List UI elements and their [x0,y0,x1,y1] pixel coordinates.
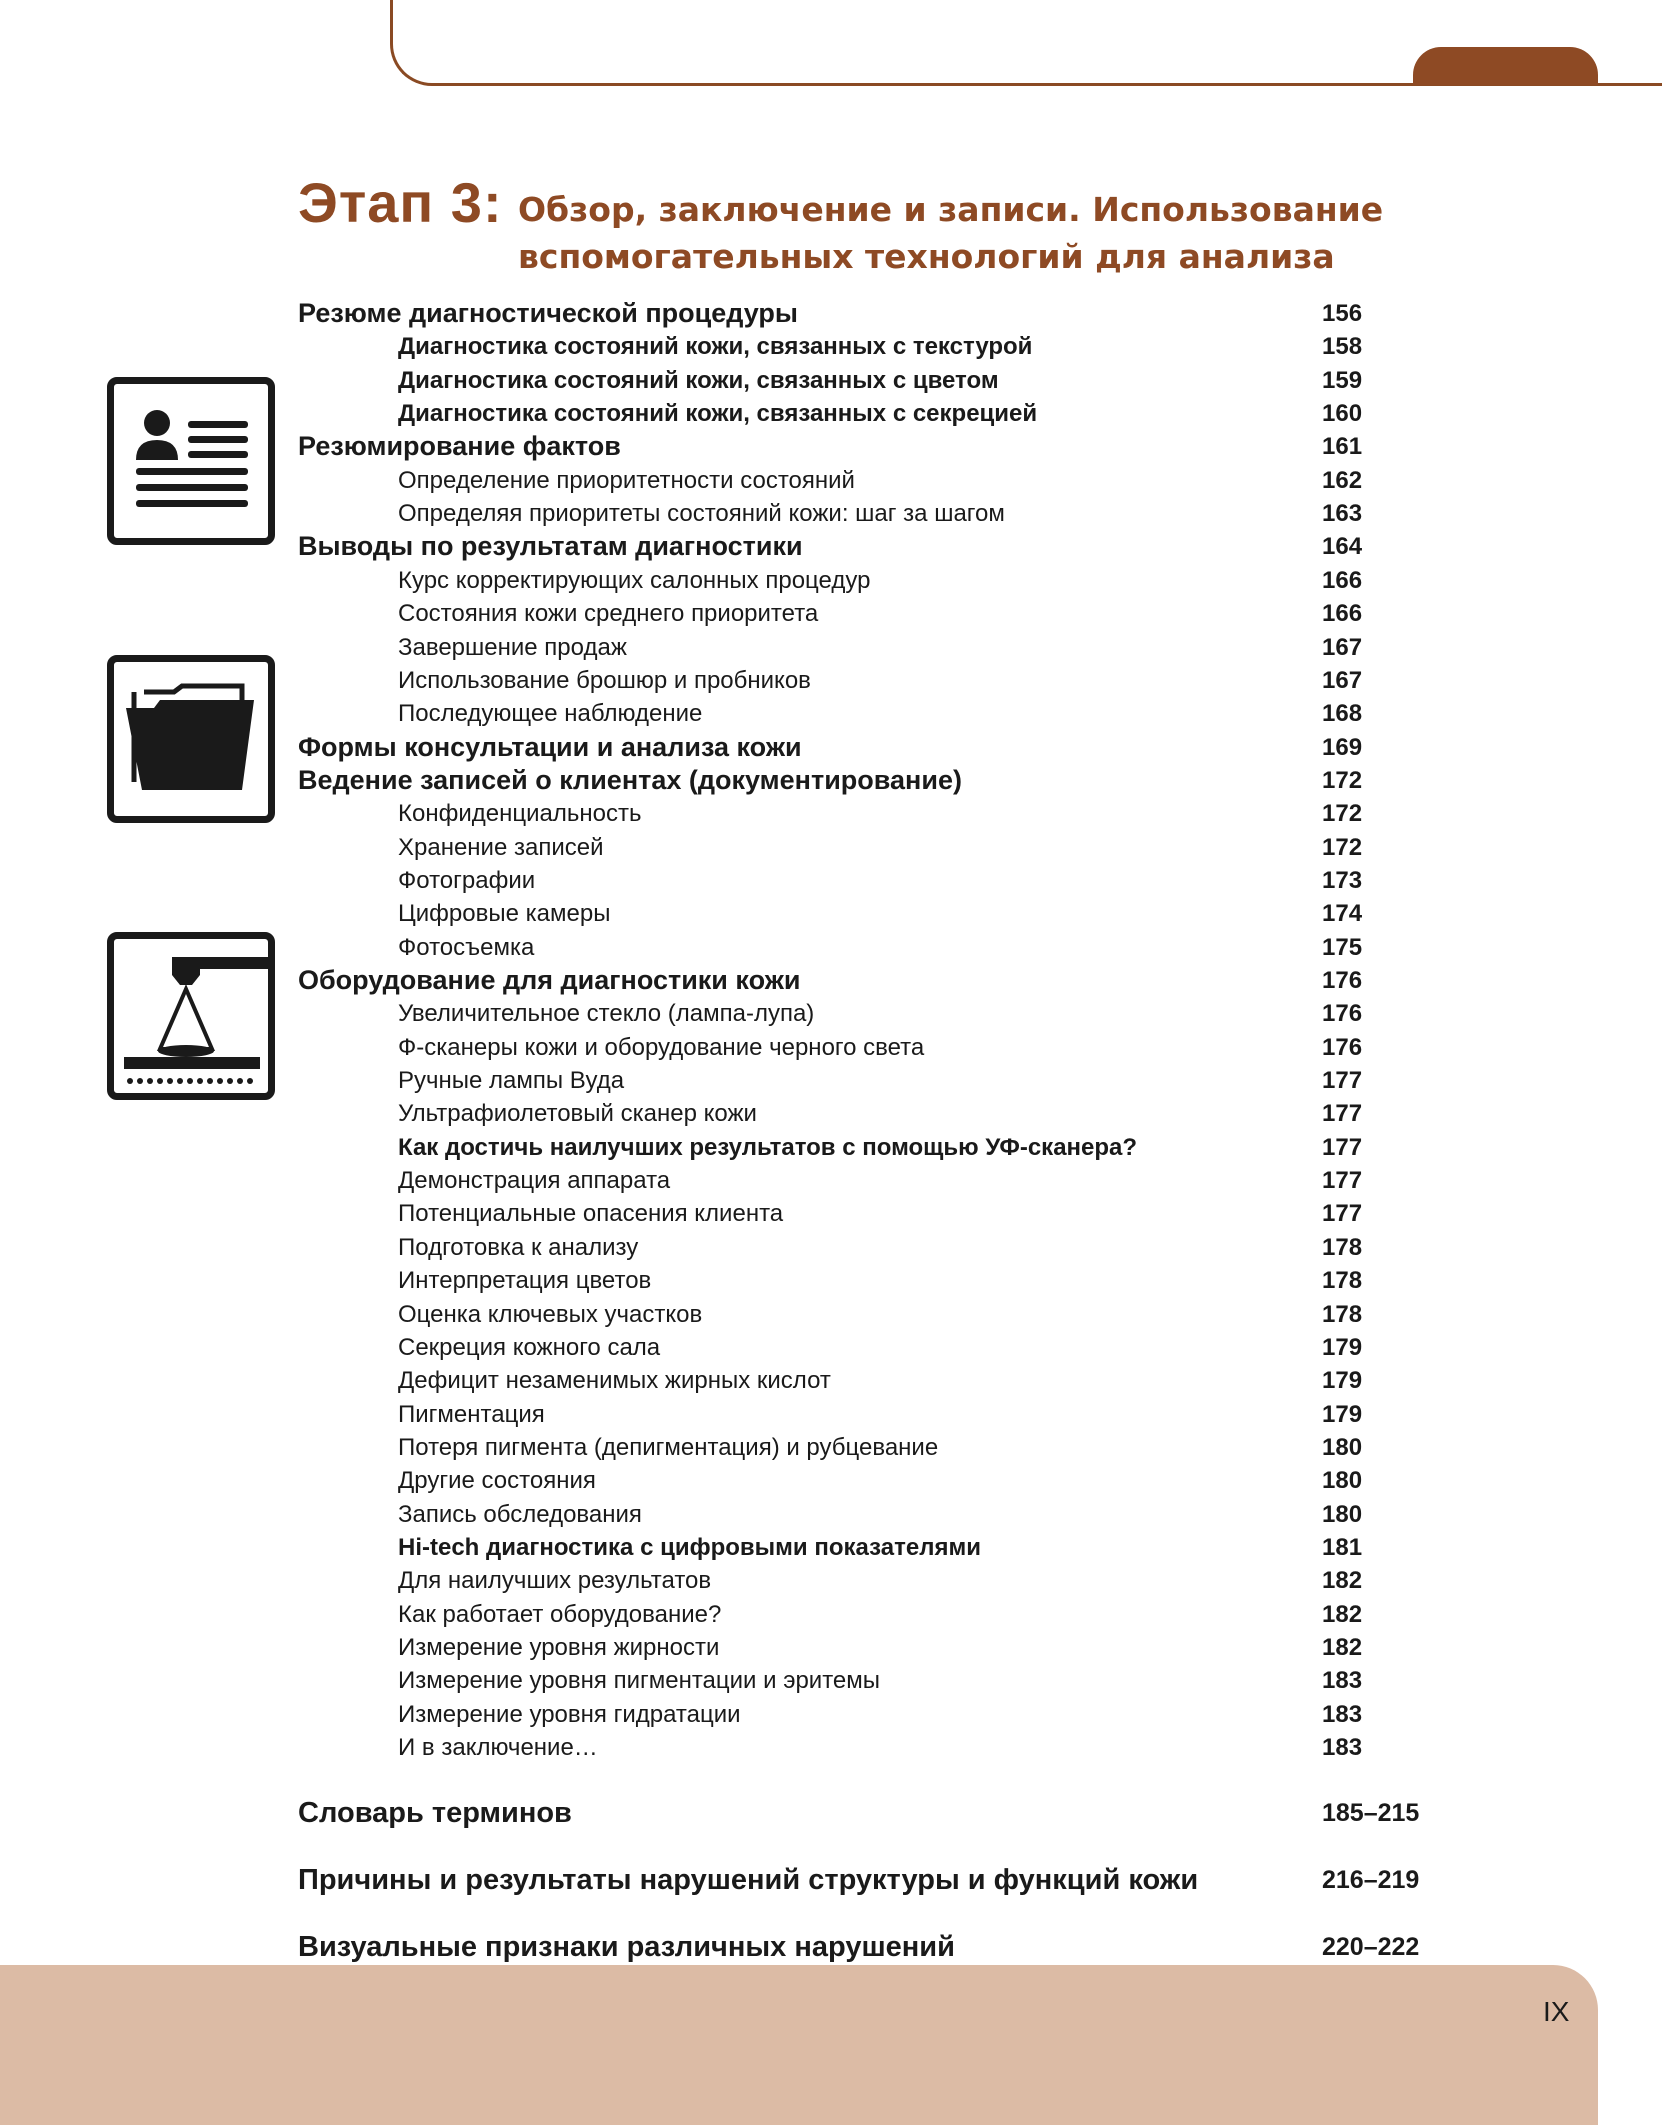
toc-entry-page: 156 [1322,300,1363,327]
toc-entry-page: 177 [1322,1067,1363,1095]
toc-entry-title: Формы консультации и анализа кожи [298,731,802,762]
toc-entry[interactable] [0,297,1662,330]
toc-entry[interactable] [0,864,1662,897]
toc-entry[interactable] [0,1598,1662,1631]
toc-entry-page: 166 [1322,566,1363,594]
toc-entry[interactable] [0,1031,1662,1064]
toc-entry[interactable] [0,1698,1662,1731]
toc-entry-page: 177 [1322,1133,1363,1161]
toc-entry-page: 159 [1322,366,1363,394]
toc-entry[interactable] [0,731,1662,764]
toc-entry[interactable] [0,764,1662,797]
toc-entry-title: Как работает оборудование? [398,1600,722,1628]
toc-entry-page: 179 [1322,1400,1363,1428]
toc-entry-page: 164 [1322,533,1363,561]
toc-entry-title: Последующее наблюдение [398,700,703,728]
toc-entry-page: 183 [1322,1667,1363,1695]
toc-entry[interactable] [0,1364,1662,1397]
toc-entry-page: 173 [1322,866,1363,894]
toc-entry-page: 177 [1322,1100,1363,1128]
toc-entry-page: 169 [1322,733,1363,761]
toc-entry-title: Ручные лампы Вуда [398,1067,625,1095]
appendix-entry-title: Словарь терминов [298,1797,572,1829]
toc-entry-title: Измерение уровня жирности [398,1634,720,1661]
toc-entry[interactable] [0,697,1662,730]
toc-entry[interactable] [0,364,1662,397]
appendix-entry-page: 220–222 [1322,1933,1420,1961]
toc-entry[interactable] [0,1564,1662,1597]
toc-entry[interactable] [0,1097,1662,1130]
appendix-entry-title: Причины и результаты нарушений структуры и функций кожи [298,1864,1199,1896]
toc-entry-title: Определяя приоритеты состояний кожи: шаг за шагом [398,500,1005,528]
toc-entry-page: 177 [1322,1200,1363,1228]
toc-entry[interactable] [0,1197,1662,1230]
toc-entry-title: Дефицит незаменимых жирных кислот [398,1367,831,1395]
toc-entry-page: 160 [1322,400,1363,428]
toc-entry-page: 167 [1322,666,1363,694]
toc-entry-title: Потеря пигмента (депигментация) и рубцевание [398,1433,939,1461]
toc-entry-page: 172 [1322,766,1363,794]
toc-entry-title: Завершение продаж [398,633,627,661]
toc-entry-page: 163 [1322,500,1363,528]
toc-entry-page: 158 [1322,333,1363,361]
toc-entry[interactable] [0,964,1662,997]
toc-entry-title: Ультрафиолетовый сканер кожи [398,1100,757,1128]
toc-entry-page: 174 [1322,900,1363,928]
toc-entry-title: Потенциальные опасения клиента [398,1200,784,1228]
toc-entry-title: Для наилучших результатов [398,1567,712,1595]
toc-entry-title: Пигментация [398,1400,545,1428]
toc-entry[interactable] [0,1131,1662,1164]
toc-entry[interactable] [0,497,1662,530]
toc-entry-title: Резюмирование фактов [298,431,621,462]
toc-entry-page: 182 [1322,1634,1363,1661]
toc-entry-page: 175 [1322,933,1363,961]
toc-entry-title: Ф-сканеры кожи и оборудование черного света [398,1033,925,1061]
toc-entry-title: Конфиденциальность [398,800,642,828]
toc-entry-title: Увеличительное стекло (лампа-лупа) [398,1000,815,1028]
stage-subtitle-line1: Обзор, заключение и записи. Использование [518,190,1384,229]
toc-entry-page: 162 [1322,466,1363,494]
top-tab-decoration [1413,47,1598,85]
toc-entry-page: 182 [1322,1567,1363,1595]
toc-entry-title: Подготовка к анализу [398,1233,639,1261]
toc-entry[interactable] [0,397,1662,430]
toc-entry-title: Определение приоритетности состояний [398,466,855,494]
toc-entry[interactable] [0,1064,1662,1097]
toc-entry-title: Интерпретация цветов [398,1267,652,1295]
toc-entry[interactable] [0,1664,1662,1697]
toc-entry-title: Цифровые камеры [398,900,611,928]
toc-entry-title: Состояния кожи среднего приоритета [398,600,819,628]
toc-entry-title: Другие состояния [398,1467,596,1495]
appendix-entry[interactable] [0,1931,1662,1964]
toc-entry-page: 180 [1322,1467,1363,1495]
stage-heading [298,170,1384,276]
footer-band [0,1965,1598,2125]
toc-entry-title: Диагностика состояний кожи, связанных с цветом [398,366,999,394]
toc-entry-title: Диагностика состояний кожи, связанных с секрецией [398,400,1038,428]
toc-entry[interactable] [0,1498,1662,1531]
toc-entry-page: 180 [1322,1433,1363,1461]
toc-entry[interactable] [0,1431,1662,1464]
toc-entry[interactable] [0,897,1662,930]
toc-entry[interactable] [0,797,1662,830]
toc-entry-title: Выводы по результатам диагностики [298,531,803,562]
toc-entry-page: 183 [1322,1700,1363,1728]
toc-entry[interactable] [0,597,1662,630]
toc-entry-page: 172 [1322,833,1363,861]
toc-entry-page: 176 [1322,1000,1363,1028]
toc-entry[interactable] [0,430,1662,463]
toc-entry[interactable] [0,1531,1662,1564]
toc-entry[interactable] [0,664,1662,697]
toc-entry-page: 180 [1322,1500,1363,1528]
toc-entry-page: 168 [1322,700,1363,728]
toc-entry[interactable] [0,1731,1662,1764]
toc-entry[interactable] [0,1231,1662,1264]
toc-entry-page: 178 [1322,1267,1363,1295]
toc-entry-title: Измерение уровня пигментации и эритемы [398,1667,881,1695]
appendix-entry[interactable] [0,1797,1662,1830]
toc-entry[interactable] [0,564,1662,597]
toc-entry-title: Секреция кожного сала [398,1333,661,1361]
toc-entry-page: 177 [1322,1167,1363,1195]
toc-entry-page: 172 [1322,800,1363,828]
toc-entry-page: 166 [1322,600,1363,628]
toc-entry-page: 167 [1322,633,1363,661]
toc-entry[interactable] [0,1264,1662,1297]
appendix-entry-page: 216–219 [1322,1866,1420,1894]
toc-entry[interactable] [0,997,1662,1030]
toc-entry-title: Фотосъемка [398,933,535,961]
toc-entry-page: 178 [1322,1233,1363,1261]
toc-entry-title: Оборудование для диагностики кожи [298,965,801,995]
stage-subtitle [518,186,1518,280]
toc-entry-title: Хранение записей [398,833,604,861]
toc-entry[interactable] [0,1631,1662,1664]
toc-entry-title: Как достичь наилучших результатов с помощью УФ-сканера? [398,1133,1138,1161]
toc-entry[interactable] [0,1164,1662,1197]
toc-entry[interactable] [0,1331,1662,1364]
toc-entry-page: 176 [1322,967,1363,994]
toc-entry[interactable] [0,464,1662,497]
toc-entry-title: Демонстрация аппарата [398,1167,671,1195]
toc-entry[interactable] [0,831,1662,864]
toc-entry-title: Ведение записей о клиентах (документирование) [298,764,962,795]
toc-entry[interactable] [0,1298,1662,1331]
toc-entry[interactable] [0,931,1662,964]
toc-entry-page: 182 [1322,1600,1363,1628]
toc-entry-page: 179 [1322,1333,1363,1361]
toc-entry[interactable] [0,1398,1662,1431]
toc-entry-title: Диагностика состояний кожи, связанных с текстурой [398,333,1033,361]
toc-entry-page: 176 [1322,1033,1363,1061]
stage-subtitle-line2: вспомогательных технологий для анализа [518,237,1335,276]
toc-entry-title: Использование брошюр и пробников [398,666,811,694]
toc-entry-page: 183 [1322,1734,1363,1762]
appendix-entry-title: Визуальные признаки различных нарушений [298,1931,955,1963]
toc-entry[interactable] [0,1464,1662,1497]
toc-entry-page: 178 [1322,1300,1363,1328]
toc-entry-title: Курс корректирующих салонных процедур [398,566,871,594]
appendix-entry[interactable] [0,1864,1662,1897]
toc-entry[interactable] [0,530,1662,563]
page-number: IX [1543,1996,1570,2027]
toc-entry-title: Фотографии [398,866,536,894]
stage-label: Этап 3: [298,171,503,234]
toc-entry-page: 179 [1322,1367,1363,1395]
toc-entry-title: Резюме диагностической процедуры [298,298,798,328]
toc-entry-page: 161 [1322,433,1363,461]
toc-entry-title: Запись обследования [398,1500,642,1528]
toc-entry-title: Hi-tech диагностика с цифровыми показателями [398,1533,981,1561]
toc-entry-title: Оценка ключевых участков [398,1300,703,1328]
toc-entry-title: И в заключение… [398,1734,598,1762]
appendix-entry-page: 185–215 [1322,1799,1420,1827]
toc-entry-title: Измерение уровня гидратации [398,1700,741,1728]
toc-entry[interactable] [0,330,1662,363]
toc-entry-page: 181 [1322,1533,1363,1561]
toc-entry[interactable] [0,631,1662,664]
